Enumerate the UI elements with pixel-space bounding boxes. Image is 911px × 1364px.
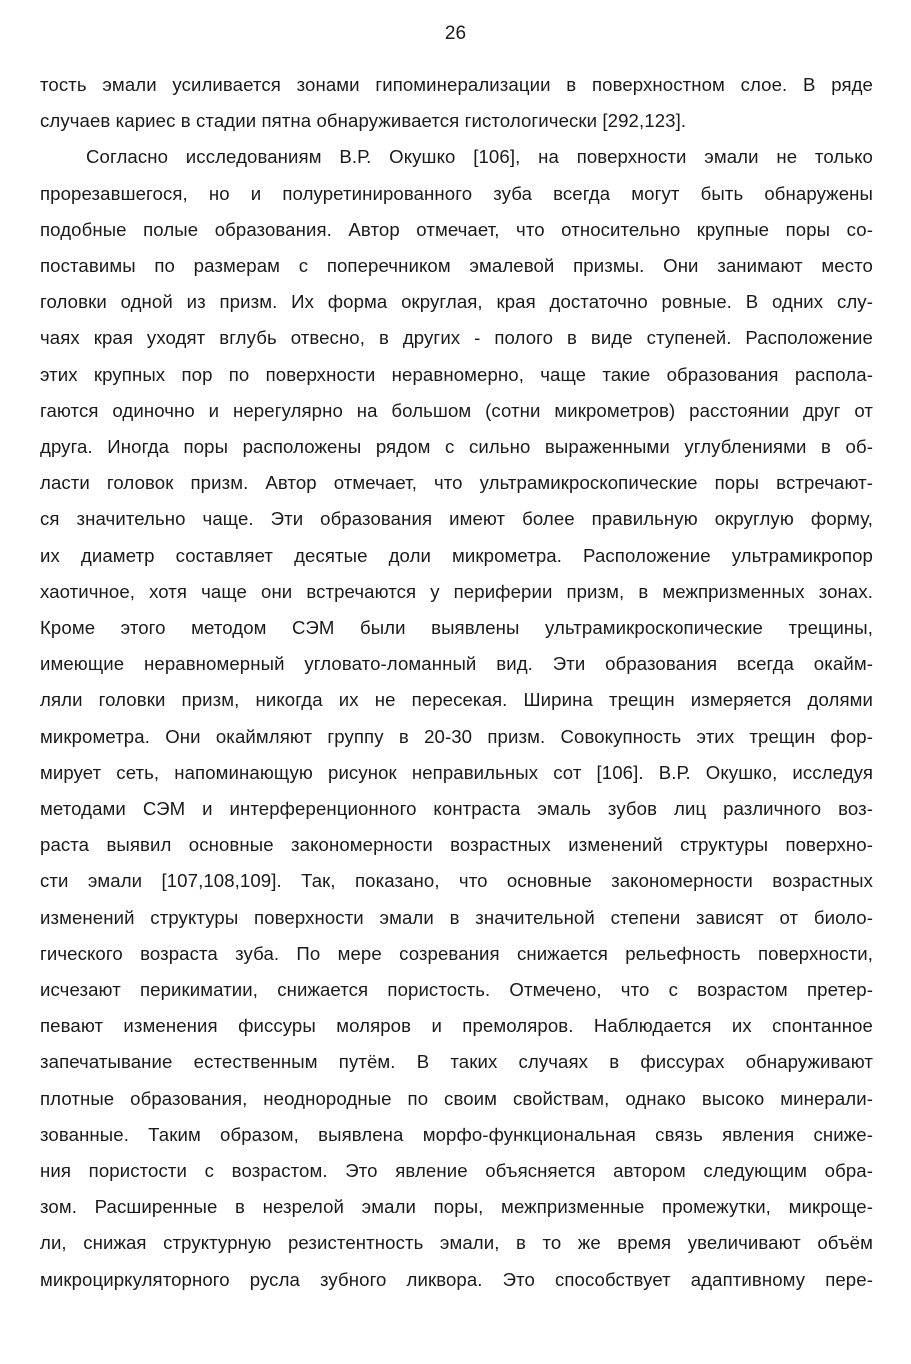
text-line: микроциркуляторного русла зубного ликвора. Это способствует адаптивному пере-	[40, 1269, 873, 1290]
text-line: поставимы по размерам с поперечником эмалевой призмы. Они занимают место	[40, 255, 873, 276]
text-line: имеющие неравномерный угловато-ломанный вид. Эти образования всегда окайм-	[40, 653, 873, 674]
text-line: исчезают перикиматии, снижается пористость. Отмечено, что с возрастом претер-	[40, 979, 873, 1000]
text-line: гаются одиночно и нерегулярно на большом (сотни микрометров) расстоянии друг от	[40, 400, 873, 421]
text-line: сти эмали [107,108,109]. Так, показано, что основные закономерности возрастных	[40, 870, 873, 891]
text-line: плотные образования, неоднородные по своим свойствам, однако высоко минерали-	[40, 1088, 873, 1109]
text-line: гического возраста зуба. По мере созревания снижается рельефность поверхности,	[40, 943, 873, 964]
text-line: тость эмали усиливается зонами гипоминерализации в поверхностном слое. В ряде	[40, 74, 873, 95]
text-line: ласти головок призм. Автор отмечает, что ультрамикроскопические поры встречают-	[40, 472, 873, 493]
text-line: зом. Расширенные в незрелой эмали поры, межпризменные промежутки, микроще-	[40, 1196, 873, 1217]
text-line: этих крупных пор по поверхности неравномерно, чаще такие образования распола-	[40, 364, 873, 385]
text-line: раста выявил основные закономерности возрастных изменений структуры поверхно-	[40, 834, 873, 855]
text-line: ляли головки призм, никогда их не пересекая. Ширина трещин измеряется долями	[40, 689, 873, 710]
text-line: микрометра. Они окаймляют группу в 20-30 призм. Совокупность этих трещин фор-	[40, 726, 873, 747]
text-line: методами СЭМ и интерференционного контраста эмаль зубов лиц различного воз-	[40, 798, 873, 819]
text-line: прорезавшегося, но и полуретинированного зуба всегда могут быть обнаружены	[40, 183, 873, 204]
page-number: 26	[444, 23, 467, 44]
text-line: Согласно исследованиям В.Р. Окушко [106], на поверхности эмали не только	[86, 146, 873, 167]
text-line: их диаметр составляет десятые доли микрометра. Расположение ультрамикропор	[40, 545, 873, 566]
text-line: ся значительно чаще. Эти образования имеют более правильную округлую форму,	[40, 508, 873, 529]
text-line: ли, снижая структурную резистентность эмали, в то же время увеличивают объём	[40, 1232, 873, 1253]
text-line: случаев кариес в стадии пятна обнаруживается гистологически [292,123].	[40, 110, 687, 131]
text-line: друга. Иногда поры расположены рядом с сильно выраженными углублениями в об-	[40, 436, 873, 457]
text-line: изменений структуры поверхности эмали в значительной степени зависят от биоло-	[40, 907, 873, 928]
text-line: зованные. Таким образом, выявлена морфо-функциональная связь явления сниже-	[40, 1124, 873, 1145]
text-line: запечатывание естественным путём. В таких случаях в фиссурах обнаруживают	[40, 1051, 873, 1072]
text-line: певают изменения фиссуры моляров и премоляров. Наблюдается их спонтанное	[40, 1015, 873, 1036]
text-line: головки одной из призм. Их форма округлая, края достаточно ровные. В одних слу-	[40, 291, 873, 312]
text-line: чаях края уходят вглубь отвесно, в других - полого в виде ступеней. Расположение	[40, 327, 873, 348]
text-line: Кроме этого методом СЭМ были выявлены ультрамикроскопические трещины,	[40, 617, 873, 638]
text-line: хаотичное, хотя чаще они встречаются у периферии призм, в межпризменных зонах.	[40, 581, 873, 602]
text-line: мирует сеть, напоминающую рисунок неправильных сот [106]. В.Р. Окушко, исследуя	[40, 762, 873, 783]
text-line: подобные полые образования. Автор отмечает, что относительно крупные поры со-	[40, 219, 873, 240]
text-line: ния пористости с возрастом. Это явление объясняется автором следующим обра-	[40, 1160, 873, 1181]
